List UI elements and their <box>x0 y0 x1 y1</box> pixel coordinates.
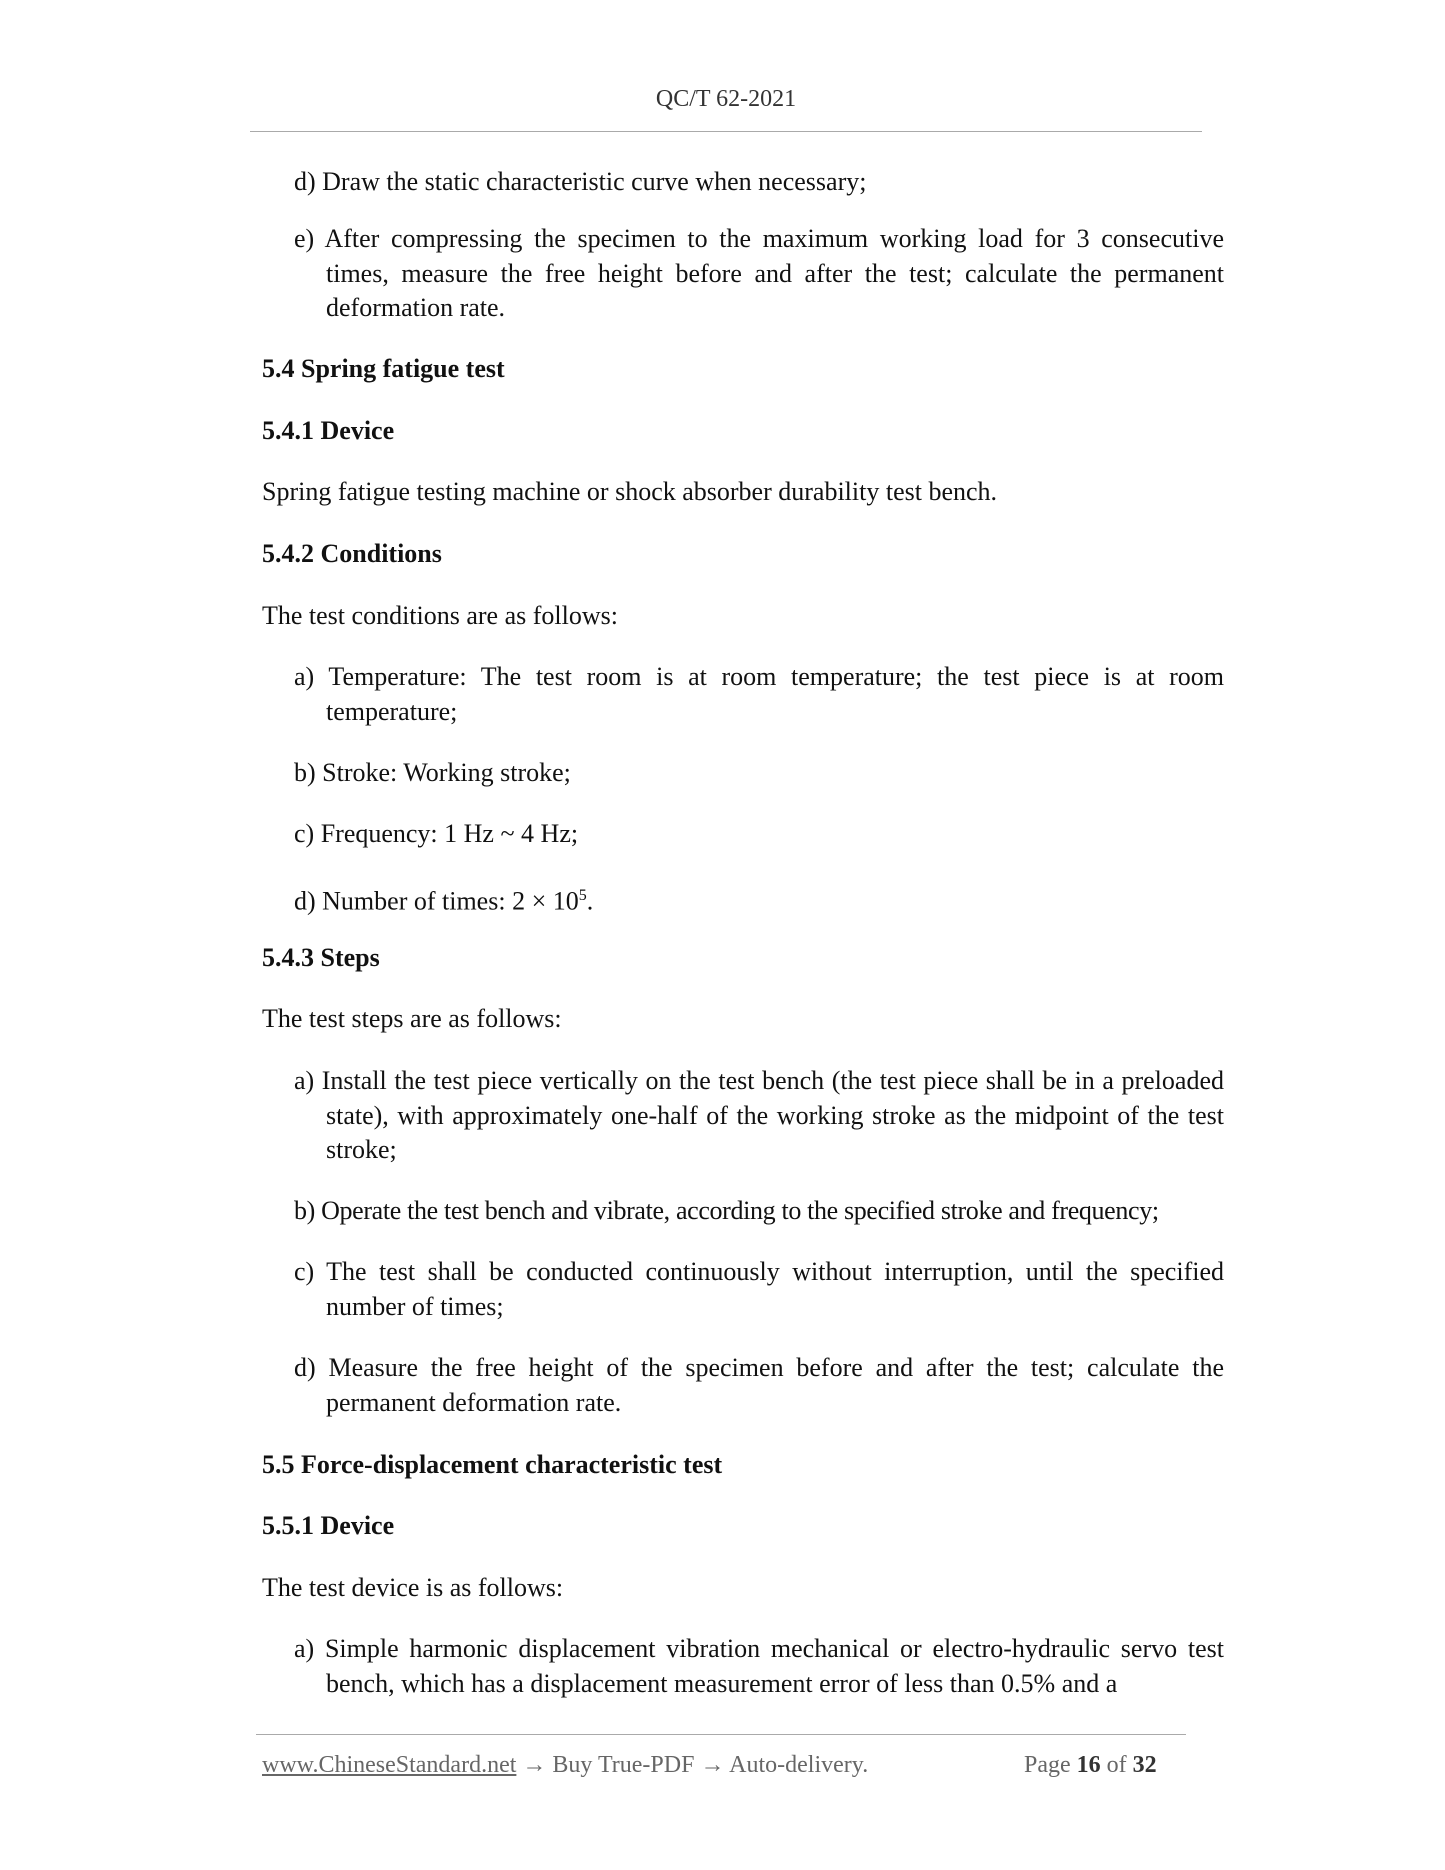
page-header: QC/T 62-2021 <box>655 86 797 112</box>
item-text: d) Number of times: 2 × 10 <box>294 886 579 916</box>
of-label: of <box>1106 1752 1127 1778</box>
paragraph: The test device is as follows: <box>262 1573 564 1602</box>
page-counter <box>1024 1752 1157 1779</box>
paragraph: Spring fatigue testing machine or shock absorber durability test bench. <box>262 477 998 506</box>
list-item: c) Frequency: 1 Hz ~ 4 Hz; <box>294 819 579 848</box>
list-item: b) Operate the test bench and vibrate, according to the specified stroke and frequency; <box>294 1196 1159 1225</box>
list-item: d) Draw the static characteristic curve when necessary; <box>294 167 867 196</box>
buy-link: Buy True-PDF <box>552 1752 695 1778</box>
page-total: 32 <box>1132 1752 1157 1778</box>
list-item: a) Temperature: The test room is at room temperature; the test piece is at room temperature; <box>294 662 1224 726</box>
paragraph: The test conditions are as follows: <box>262 601 618 630</box>
list-item: e) After compressing the specimen to the maximum working load for 3 consecutive times, measure the free height before and after the test; calculate the permanent deformation rate. <box>294 224 1224 322</box>
footer-links <box>262 1752 868 1779</box>
item-end: . <box>586 886 594 916</box>
section-heading: 5.4.3 Steps <box>262 943 380 972</box>
list-item: b) Stroke: Working stroke; <box>294 758 571 787</box>
footer-rule <box>256 1734 1186 1735</box>
list-item <box>294 879 1224 919</box>
page-number: 16 <box>1076 1752 1101 1778</box>
arrow-icon: → <box>516 1752 553 1778</box>
delivery-text: Auto-delivery. <box>729 1752 869 1778</box>
list-item: a) Simple harmonic displacement vibration mechanical or electro-hydraulic servo test bench, which has a displacement measurement error of less than 0.5% and a <box>294 1634 1224 1698</box>
paragraph: The test steps are as follows: <box>262 1004 562 1033</box>
section-heading: 5.4 Spring fatigue test <box>262 354 505 383</box>
section-heading: 5.4.1 Device <box>262 416 395 445</box>
page-label: Page <box>1024 1752 1071 1778</box>
list-item: d) Measure the free height of the specimen before and after the test; calculate the permanent deformation rate. <box>294 1353 1224 1417</box>
list-item: a) Install the test piece vertically on the test bench (the test piece shall be in a preloaded state), with approximately one-half of the working stroke as the midpoint of the test stroke; <box>294 1066 1224 1164</box>
site-link[interactable]: www.ChineseStandard.net <box>262 1752 517 1778</box>
list-item: c) The test shall be conducted continuously without interruption, until the specified number of times; <box>294 1257 1224 1321</box>
section-heading: 5.5 Force-displacement characteristic test <box>262 1450 723 1479</box>
arrow-icon: → <box>694 1752 730 1778</box>
section-heading: 5.5.1 Device <box>262 1511 395 1540</box>
header-rule <box>250 131 1202 132</box>
exponent: 5 <box>578 887 587 904</box>
section-heading: 5.4.2 Conditions <box>262 539 442 568</box>
